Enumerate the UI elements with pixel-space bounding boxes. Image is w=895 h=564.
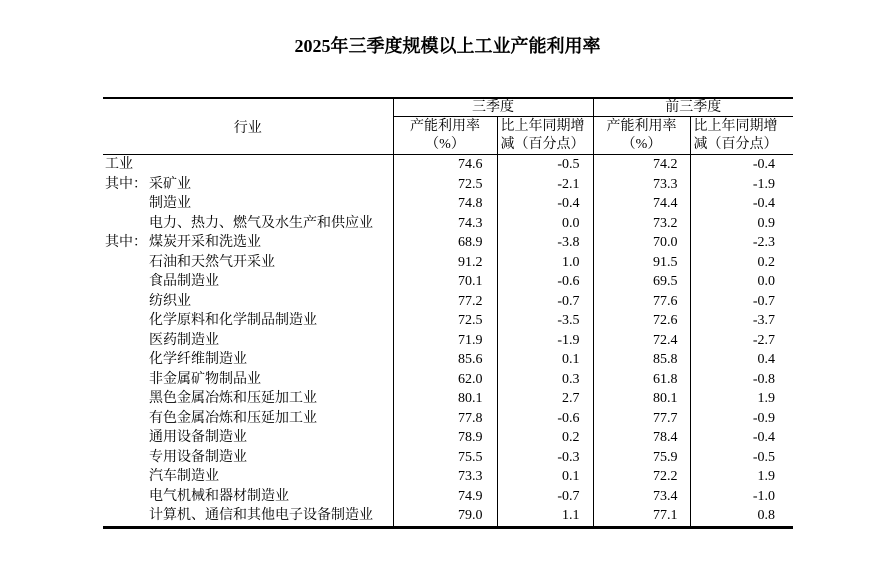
- ytd-change-cell: -1.9: [690, 175, 793, 195]
- row-label-text: 食品制造业: [149, 274, 219, 289]
- row-label-text: 电气机械和器材制造业: [149, 488, 289, 504]
- q3-rate-cell: 74.6: [393, 155, 497, 175]
- ytd-rate-cell: 77.6: [593, 292, 690, 312]
- ytd-change-cell: 1.9: [690, 467, 793, 487]
- row-label-cell: [103, 370, 393, 390]
- ytd-rate-cell: 61.8: [593, 370, 690, 390]
- table-row: [103, 331, 793, 351]
- table-row: [103, 428, 793, 448]
- table-row: [103, 448, 793, 468]
- row-label-text: 汽车制造业: [149, 469, 219, 484]
- ytd-change-cell: 0.8: [690, 506, 793, 527]
- q3-change-cell: 0.1: [497, 467, 593, 487]
- ytd-rate-cell: 74.2: [593, 155, 690, 175]
- header-line: （%）: [425, 136, 465, 152]
- q3-rate-cell: 73.3: [393, 467, 497, 487]
- row-label-text: 有色金属冶炼和压延加工业: [149, 410, 317, 426]
- q3-rate-cell: 74.9: [393, 487, 497, 507]
- row-label-cell: [103, 428, 393, 448]
- q3-rate-cell: 80.1: [393, 389, 497, 409]
- q3-change-cell: 0.1: [497, 350, 593, 370]
- ytd-change-cell: -0.4: [690, 155, 793, 175]
- ytd-change-cell: 0.0: [690, 272, 793, 292]
- q3-rate-cell: 71.9: [393, 331, 497, 351]
- q3-rate-cell: 77.8: [393, 409, 497, 429]
- table-row: [103, 487, 793, 507]
- row-label-text: 纺织业: [149, 293, 191, 309]
- ytd-change-cell: 0.9: [690, 214, 793, 234]
- row-label-cell: [103, 155, 393, 175]
- table-row: [103, 214, 793, 234]
- row-label-text: 专用设备制造业: [149, 449, 247, 465]
- q3-rate-cell: 77.2: [393, 292, 497, 312]
- row-label-text: 煤炭开采和洗选业: [149, 235, 261, 250]
- q3-change-cell: -0.4: [497, 194, 593, 214]
- ytd-rate-cell: 77.1: [593, 506, 690, 527]
- ytd-change-cell: -1.0: [690, 487, 793, 507]
- q3-rate-cell: 70.1: [393, 272, 497, 292]
- ytd-rate-cell: 80.1: [593, 389, 690, 409]
- ytd-change-cell: -0.5: [690, 448, 793, 468]
- table-row: [103, 409, 793, 429]
- q3-rate-cell: 91.2: [393, 253, 497, 273]
- q3-change-cell: -0.7: [497, 292, 593, 312]
- ytd-rate-cell: 85.8: [593, 350, 690, 370]
- q3-rate-cell: 72.5: [393, 311, 497, 331]
- q3-change-cell: -0.6: [497, 409, 593, 429]
- table-row: [103, 175, 793, 195]
- q3-change-cell: -2.1: [497, 175, 593, 195]
- row-label-cell: [103, 487, 393, 507]
- q3-change-cell: -0.3: [497, 448, 593, 468]
- ytd-rate-cell: 91.5: [593, 253, 690, 273]
- column-header-q3-utilization-rate: [393, 117, 497, 155]
- ytd-change-cell: -0.4: [690, 428, 793, 448]
- q3-rate-cell: 74.3: [393, 214, 497, 234]
- table-body: [103, 155, 793, 528]
- q3-change-cell: 0.3: [497, 370, 593, 390]
- ytd-rate-cell: 73.3: [593, 175, 690, 195]
- row-label-prefix: 其中：: [105, 235, 147, 250]
- q3-change-cell: 2.7: [497, 389, 593, 409]
- row-label-text: 化学纤维制造业: [149, 352, 247, 367]
- header-line: 产能利用率: [606, 118, 677, 134]
- column-header-ytd-utilization-rate: [593, 117, 690, 155]
- header-line: （%）: [621, 136, 662, 152]
- table-row: [103, 155, 793, 175]
- ytd-rate-cell: 72.2: [593, 467, 690, 487]
- q3-change-cell: -1.9: [497, 331, 593, 351]
- table-row: [103, 506, 793, 527]
- q3-change-cell: 1.1: [497, 506, 593, 527]
- row-label-cell: [103, 467, 393, 487]
- ytd-change-cell: -2.7: [690, 331, 793, 351]
- q3-rate-cell: 78.9: [393, 428, 497, 448]
- column-group-first-three-quarters: 前三季度: [593, 98, 793, 117]
- table-row: [103, 311, 793, 331]
- table-row: [103, 233, 793, 253]
- row-label-cell: [103, 389, 393, 409]
- ytd-rate-cell: 78.4: [593, 428, 690, 448]
- ytd-rate-cell: 70.0: [593, 233, 690, 253]
- q3-rate-cell: 85.6: [393, 350, 497, 370]
- table-row: [103, 272, 793, 292]
- q3-change-cell: -0.5: [497, 155, 593, 175]
- table-header-row-groups: [103, 98, 793, 117]
- header-line: 减（百分点）: [500, 136, 585, 152]
- row-label-cell: [103, 292, 393, 312]
- table-row: [103, 292, 793, 312]
- column-group-q3: 三季度: [393, 98, 593, 117]
- row-label-cell: [103, 350, 393, 370]
- ytd-rate-cell: 69.5: [593, 272, 690, 292]
- ytd-change-cell: -0.4: [690, 194, 793, 214]
- row-label-cell: [103, 194, 393, 214]
- q3-change-cell: -0.7: [497, 487, 593, 507]
- table-row: [103, 350, 793, 370]
- q3-change-cell: -3.8: [497, 233, 593, 253]
- header-line: 比上年同期增: [500, 118, 585, 134]
- table-row: [103, 253, 793, 273]
- q3-rate-cell: 74.8: [393, 194, 497, 214]
- header-line: 减（百分点）: [693, 136, 778, 152]
- row-label-text: 通用设备制造业: [149, 430, 247, 445]
- row-label-text: 化学原料和化学制品制造业: [149, 313, 317, 328]
- q3-change-cell: 0.2: [497, 428, 593, 448]
- row-label-text: 计算机、通信和其他电子设备制造业: [149, 508, 373, 523]
- q3-change-cell: -0.6: [497, 272, 593, 292]
- row-label-text: 制造业: [149, 196, 191, 211]
- row-label-text: 石油和天然气开采业: [149, 254, 275, 270]
- header-line: 产能利用率: [410, 118, 480, 134]
- capacity-utilization-table: [103, 97, 793, 529]
- q3-rate-cell: 79.0: [393, 506, 497, 527]
- ytd-rate-cell: 72.4: [593, 331, 690, 351]
- ytd-change-cell: 1.9: [690, 389, 793, 409]
- row-label-text: 医药制造业: [149, 332, 219, 348]
- row-label-cell: [103, 506, 393, 527]
- table-row: [103, 467, 793, 487]
- row-label-cell: [103, 331, 393, 351]
- page-title: 2025年三季度规模以上工业产能利用率: [294, 36, 601, 56]
- table-header: [103, 98, 793, 155]
- ytd-change-cell: 0.2: [690, 253, 793, 273]
- q3-rate-cell: 75.5: [393, 448, 497, 468]
- q3-change-cell: 1.0: [497, 253, 593, 273]
- q3-rate-cell: 62.0: [393, 370, 497, 390]
- ytd-change-cell: -3.7: [690, 311, 793, 331]
- table-row: [103, 389, 793, 409]
- row-label-cell: [103, 311, 393, 331]
- ytd-rate-cell: 74.4: [593, 194, 690, 214]
- row-label-cell: [103, 233, 393, 253]
- row-label-text: 黑色金属冶炼和压延加工业: [149, 391, 317, 406]
- table-row: [103, 370, 793, 390]
- q3-rate-cell: 72.5: [393, 175, 497, 195]
- row-label-cell: [103, 272, 393, 292]
- column-header-q3-yoy-change: [497, 117, 593, 155]
- q3-change-cell: -3.5: [497, 311, 593, 331]
- ytd-rate-cell: 73.4: [593, 487, 690, 507]
- row-label-cell: [103, 253, 393, 273]
- ytd-rate-cell: 72.6: [593, 311, 690, 331]
- ytd-rate-cell: 73.2: [593, 214, 690, 234]
- row-label-text: 工业: [105, 157, 133, 172]
- ytd-change-cell: -0.8: [690, 370, 793, 390]
- ytd-change-cell: -0.9: [690, 409, 793, 429]
- q3-rate-cell: 68.9: [393, 233, 497, 253]
- row-label-cell: [103, 448, 393, 468]
- ytd-change-cell: -2.3: [690, 233, 793, 253]
- row-label-prefix: 其中：: [105, 176, 147, 192]
- ytd-rate-cell: 75.9: [593, 448, 690, 468]
- row-label-cell: [103, 214, 393, 234]
- row-label-text: 采矿业: [149, 176, 191, 192]
- row-label-cell: [103, 175, 393, 195]
- table-row: [103, 194, 793, 214]
- ytd-rate-cell: 77.7: [593, 409, 690, 429]
- row-label-text: 电力、热力、燃气及水生产和供应业: [149, 215, 373, 231]
- ytd-change-cell: -0.7: [690, 292, 793, 312]
- capacity-utilization-table-container: [103, 97, 793, 529]
- row-label-text: 非金属矿物制品业: [149, 371, 261, 387]
- ytd-change-cell: 0.4: [690, 350, 793, 370]
- q3-change-cell: 0.0: [497, 214, 593, 234]
- column-header-ytd-yoy-change: [690, 117, 793, 155]
- row-label-cell: [103, 409, 393, 429]
- header-line: 比上年同期增: [693, 118, 778, 134]
- column-header-industry: 行业: [103, 98, 393, 155]
